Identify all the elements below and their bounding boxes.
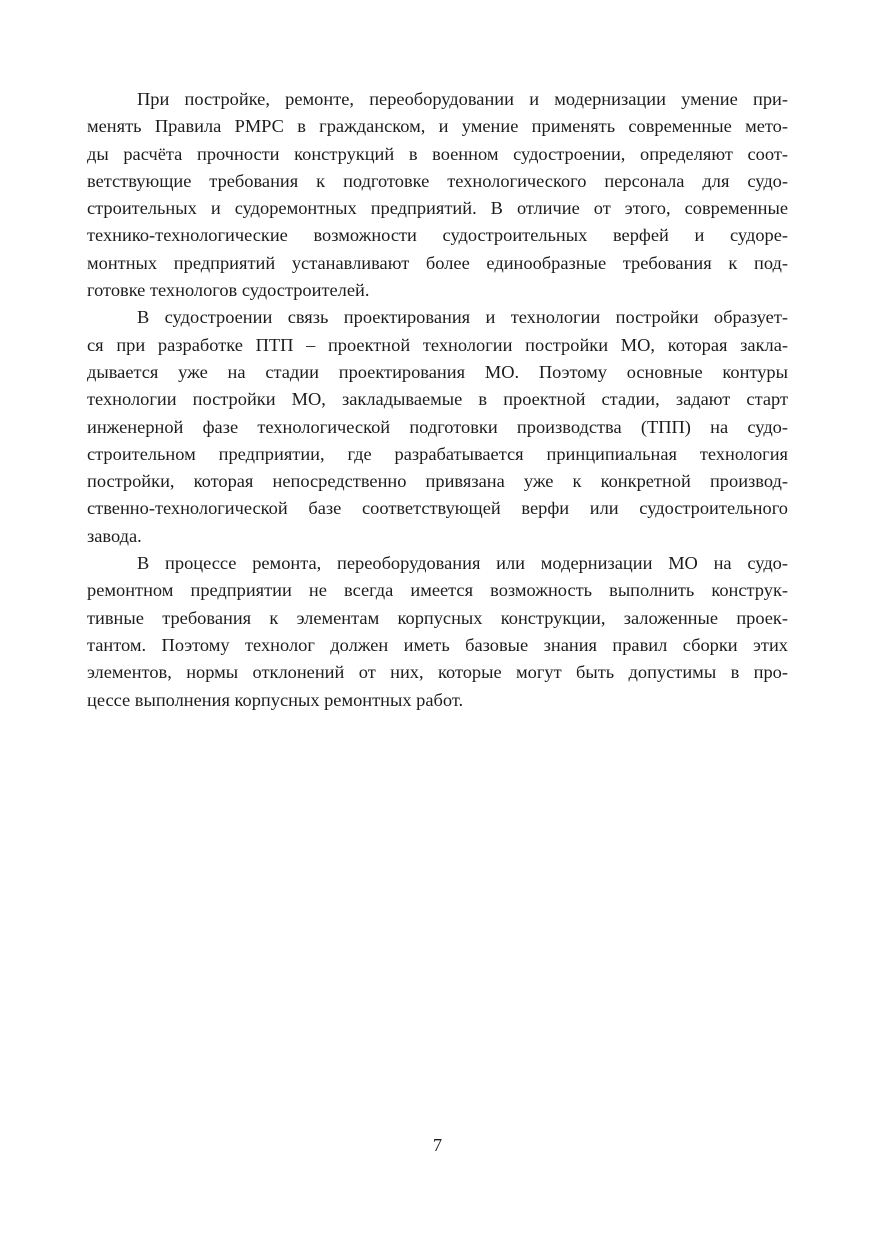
text-line: технологии постройки МО, закладываемые в проектной стадии, задают старт	[87, 389, 788, 410]
text-line: При постройке, ремонте, переоборудовании и модернизации умение при-	[137, 89, 788, 109]
text-line: готовке технологов судостроителей.	[87, 280, 370, 301]
text-line: технико-технологические возможности судостроительных верфей и судоре-	[87, 225, 788, 246]
text-line: завода.	[87, 525, 142, 546]
text-line: ся при разработке ПТП – проектной технологии постройки МО, которая закла-	[87, 334, 788, 355]
text-line: ремонтном предприятии не всегда имеется возможность выполнить конструк-	[87, 580, 788, 601]
text-line: В процессе ремонта, переоборудования или модернизации МО на судо-	[137, 553, 788, 574]
text-line: менять Правила РМРС в гражданском, и умение применять современные мето-	[87, 116, 788, 137]
text-line: В судостроении связь проектирования и технологии постройки образует-	[137, 307, 788, 328]
text-line: ды расчёта прочности конструкций в военном судостроении, определяют соот-	[87, 143, 788, 164]
text-line: ственно-технологической базе соответствующей верфи или судостроительного	[87, 498, 788, 519]
text-line: строительных и судоремонтных предприятий. В отличие от этого, современные	[87, 198, 788, 219]
paragraph-2	[87, 304, 788, 550]
text-line: монтных предприятий устанавливают более единообразные требования к под-	[87, 252, 788, 273]
text-line: ветствующие требования к подготовке технологического персонала для судо-	[87, 170, 788, 191]
text-line: элементов, нормы отклонений от них, которые могут быть допустимы в про-	[87, 662, 788, 683]
text-line: строительном предприятии, где разрабатывается принципиальная технология	[87, 443, 788, 464]
body-text	[87, 86, 788, 714]
text-line: дывается уже на стадии проектирования МО. Поэтому основные контуры	[87, 361, 788, 382]
text-line: инженерной фазе технологической подготовки производства (ТПП) на судо-	[87, 416, 788, 437]
text-line: тантом. Поэтому технолог должен иметь базовые знания правил сборки этих	[87, 634, 788, 655]
text-line: постройки, которая непосредственно привязана уже к конкретной производ-	[87, 471, 788, 492]
page-number: 7	[432, 1135, 443, 1155]
text-line: цессе выполнения корпусных ремонтных работ.	[87, 689, 464, 710]
paragraph-3	[87, 550, 788, 714]
paragraph-1	[87, 86, 788, 304]
text-line: тивные требования к элементам корпусных конструкции, заложенные проек-	[87, 607, 788, 628]
